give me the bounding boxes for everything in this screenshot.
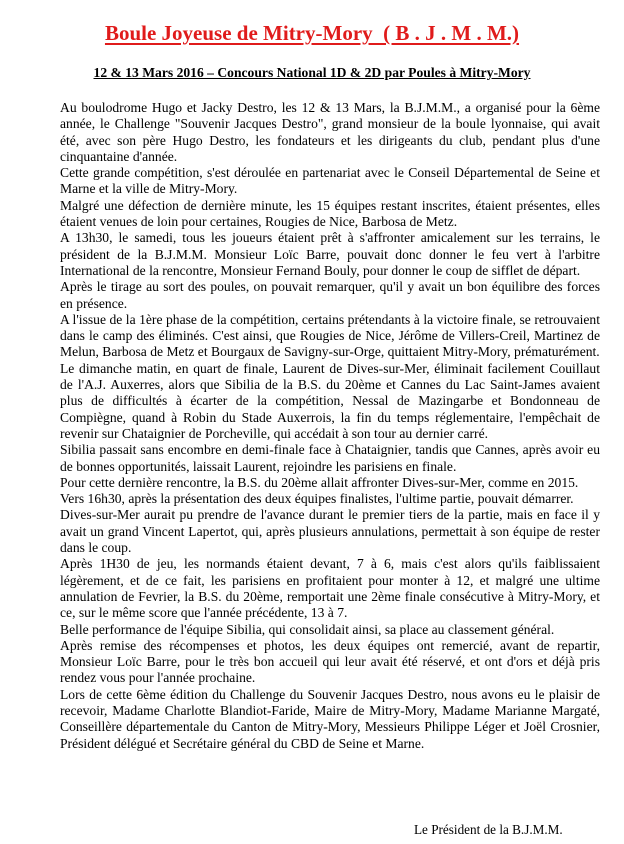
paragraph: Malgré une défection de dernière minute, les 15 équipes restant inscrites, étaient présentes, elles étaient venues de loin pour certaines, Rougies de Nice, Barbosa de Metz.: [60, 197, 600, 230]
paragraph: Sibilia passait sans encombre en demi-finale face à Chataignier, tandis que Cannes, après avoir eu de bonnes opportunités, laissait Laurent, rejoindre les parisiens en finale.: [60, 442, 600, 474]
document-subtitle: 12 & 13 Mars 2016 – Concours National 1D & 2D par Poules à Mitry-Mory: [93, 65, 531, 80]
paragraph: Après 1H30 de jeu, les normands étaient devant, 7 à 6, mais c'est alors qu'ils faiblissaient légèrement, et de ce fait, les parisiens en profitaient pour monter à 12, et malgré une ultime annulation de Fevrier, la B.S. du 20ème, remportait une 2ème finale consécutive à Mitry-Mory, et ce, sur le même score que l'année précédente, 13 à 7.: [60, 556, 600, 621]
paragraph: Dives-sur-Mer aurait pu prendre de l'avance durant le premier tiers de la partie, mais en face il y avait un grand Vincent Lapertot, qui, après plusieurs annulations, permettait à son équipe de rester dans le coup.: [60, 507, 600, 556]
paragraph: Vers 16h30, après la présentation des deux équipes finalistes, l'ultime partie, pouvait démarrer.: [60, 491, 574, 507]
paragraph: Après remise des récompenses et photos, les deux équipes ont remercié, avant de repartir, Monsieur Loïc Barre, pour le très bon accueil qui leur avait été réservé, et ont d'ors et déjà pris rendez vous pour l'année prochaine.: [60, 637, 600, 686]
paragraph: Le dimanche matin, en quart de finale, Laurent de Dives-sur-Mer, éliminait facilement Couillaut de l'A.J. Auxerres, alors que Sibilia de la B.S. du 20ème et Cannes du Lac Saint-James avaient plus de difficultés à écarter de la compétition, Nessal de Mazingarbe et Bondonneau de Compiègne, quand à Robin du Stade Auxerrois, la fin du temps réglementaire, l'empêchait de revenir sur Chataignier de Porcheville, qui accédait à son tour au dernier carré.: [60, 360, 600, 441]
paragraph: Cette grande compétition, s'est déroulée en partenariat avec le Conseil Départemental de Seine et Marne et la ville de Mitry-Mory.: [60, 165, 600, 197]
paragraph: Pour cette dernière rencontre, la B.S. du 20ème allait affronter Dives-sur-Mer, comme en 2015.: [60, 474, 579, 490]
paragraph: A 13h30, le samedi, tous les joueurs étaient prêt à s'affronter amicalement sur les terrains, le président de la B.J.M.M. Monsieur Loïc Barre, pouvait donc donner le feu vert à l'arbitre International de la rencontre, Monsieur Fernand Bouly, pour donner le coup de sifflet de départ.: [60, 230, 600, 278]
document-title: Boule Joyeuse de Mitry-Mory ( B . J . M . M.): [104, 21, 520, 45]
paragraph: Belle performance de l'équipe Sibilia, qui consolidait ainsi, sa place au classement général.: [60, 621, 555, 637]
signature: Le Président de la B.J.M.M.: [414, 822, 563, 837]
article-body: [60, 100, 600, 752]
paragraph: Au boulodrome Hugo et Jacky Destro, les 12 & 13 Mars, la B.J.M.M., a organisé pour la 6ème année, le Challenge "Souvenir Jacques Destro", grand monsieur de la boule lyonnaise, qui avait été, avec son père Hugo Destro, les fondateurs et les dirigeants du club, pendant plus d'une cinquantaine d'année.: [60, 100, 600, 164]
paragraph: Après le tirage au sort des poules, on pouvait remarquer, qu'il y avait un bon équilibre des forces en présence.: [60, 279, 600, 311]
paragraph: A l'issue de la 1ère phase de la compétition, certains prétendants à la victoire finale, se retrouvaient dans le camp des éliminés. C'est ainsi, que Rougies de Nice, Jérôme de Villers-Creil, Martinez de Melun, Barbosa de Metz et Bourgaux de Savigny-sur-Orge, quittaient Mitry-Mory, prématurément.: [60, 311, 600, 360]
paragraph: Lors de cette 6ème édition du Challenge du Souvenir Jacques Destro, nous avons eu le plaisir de recevoir, Madame Charlotte Blandiot-Faride, Maire de Mitry-Mory, Madame Marianne Margaté, Conseillère départementale du Canton de Mitry-Mory, Messieurs Philippe Léger et Joël Crosnier, Président délégué et Secrétaire général du CBD de Seine et Marne.: [60, 686, 600, 751]
